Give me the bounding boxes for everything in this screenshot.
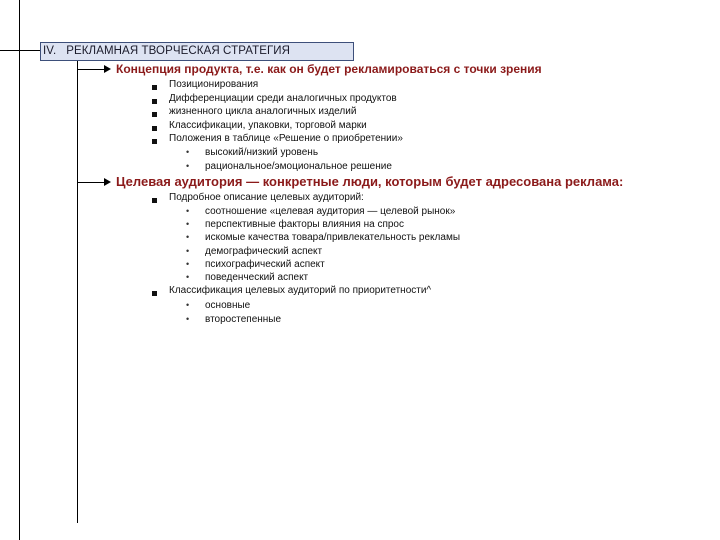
arrow-1-line — [77, 69, 105, 70]
bullet-square-icon — [152, 85, 157, 90]
sub-list-item: поведенческий аспект — [205, 272, 309, 283]
sub-list-item: соотношение «целевая аудитория — целевой рынок» — [205, 206, 456, 217]
bullet-dot-icon: • — [186, 232, 190, 242]
frame-inner-line — [77, 61, 78, 523]
list-item: Дифференциации среди аналогичных продуктов — [169, 93, 397, 104]
sub-list-item: демографический аспект — [205, 246, 323, 257]
section2-heading: Целевая аудитория — конкретные люди, которым будет адресована реклама: — [116, 174, 624, 189]
sub-list-item: искомые качества товара/привлекательность рекламы — [205, 232, 460, 243]
bullet-dot-icon: • — [186, 219, 190, 229]
bullet-dot-icon: • — [186, 259, 190, 269]
bullet-dot-icon: • — [186, 300, 190, 310]
list-item: Положения в таблице «Решение о приобретении» — [169, 133, 403, 144]
bullet-square-icon — [152, 198, 157, 203]
bullet-square-icon — [152, 99, 157, 104]
bullet-dot-icon: • — [186, 272, 190, 282]
arrow-1-icon — [104, 65, 111, 73]
bullet-dot-icon: • — [186, 246, 190, 256]
section-number: IV. — [43, 45, 57, 57]
sub-list-item: второстепенные — [205, 314, 282, 325]
bullet-square-icon — [152, 291, 157, 296]
bullet-dot-icon: • — [186, 206, 190, 216]
frame-top-tick — [0, 50, 40, 51]
sub-list-item: психографический аспект — [205, 259, 325, 270]
arrow-2-icon — [104, 178, 111, 186]
bullet-dot-icon: • — [186, 161, 190, 171]
bullet-dot-icon: • — [186, 314, 190, 324]
arrow-2-line — [77, 182, 105, 183]
section-header — [43, 45, 290, 57]
bullet-square-icon — [152, 139, 157, 144]
section1-heading: Концепция продукта, т.е. как он будет рекламироваться с точки зрения — [116, 62, 542, 76]
bullet-square-icon — [152, 126, 157, 131]
sub-list-item: перспективные факторы влияния на спрос — [205, 219, 404, 230]
bullet-dot-icon: • — [186, 147, 190, 157]
list-item: Подробное описание целевых аудиторий: — [169, 192, 364, 203]
list-item: жизненного цикла аналогичных изделий — [169, 106, 357, 117]
list-item: Позиционирования — [169, 79, 259, 90]
bullet-square-icon — [152, 112, 157, 117]
sub-list-item: основные — [205, 300, 251, 311]
sub-list-item: рациональное/эмоциональное решение — [205, 161, 392, 172]
section-title: РЕКЛАМНАЯ ТВОРЧЕСКАЯ СТРАТЕГИЯ — [66, 45, 291, 57]
list-item: Классификация целевых аудиторий по приоритетности^ — [169, 285, 432, 296]
frame-left-line — [19, 0, 20, 540]
list-item: Классификации, упаковки, торговой марки — [169, 120, 367, 131]
sub-list-item: высокий/низкий уровень — [205, 147, 319, 158]
